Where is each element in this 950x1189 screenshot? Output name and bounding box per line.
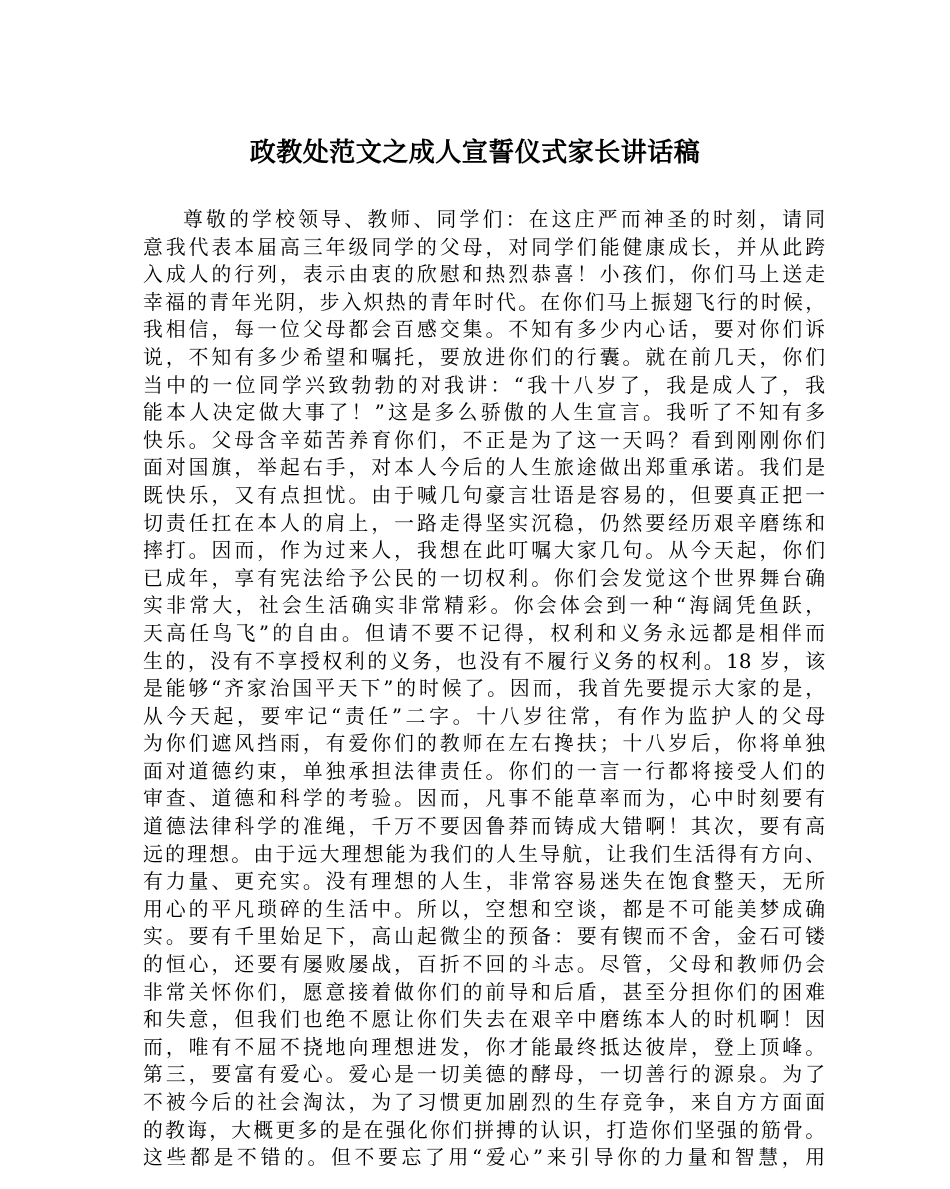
body-text-line: 面对国旗，举起右手，对本人今后的人生旅途做出郑重承诺。我们是 (143, 456, 825, 480)
body-text-line: 我相信，每一位父母都会百感交集。不知有多少内心话，要对你们诉 (143, 318, 825, 342)
body-text-line: 当中的一位同学兴致勃勃的对我讲：“我十八岁了，我是成人了，我 (143, 373, 825, 397)
document-title: 政教处范文之成人宣誓仪式家长讲话稿 (249, 138, 701, 168)
body-text-line: 实。要有千里始足下，高山起微尘的预备：要有锲而不舍，金石可镂 (143, 925, 825, 949)
body-text-line: 第三，要富有爱心。爱心是一切美德的酵母，一切善行的源泉。为了 (143, 1063, 825, 1087)
body-text-line: 切责任扛在本人的肩上，一路走得坚实沉稳，仍然要经历艰辛磨练和 (143, 511, 825, 535)
body-text-line: 的恒心，还要有屡败屡战，百折不回的斗志。尽管，父母和教师仍会 (143, 953, 825, 977)
body-text-line: 意我代表本届高三年级同学的父母，对同学们能健康成长，并从此跨 (143, 235, 825, 259)
body-text-line: 有力量、更充实。没有理想的人生，非常容易迷失在饱食整天，无所 (143, 870, 825, 894)
body-text-line: 非常关怀你们，愿意接着做你们的前导和后盾，甚至分担你们的困难 (143, 980, 825, 1004)
body-text-line: 是能够“齐家治国平天下”的时候了。因而，我首先要提示大家的是， (143, 677, 825, 701)
body-text-line: 天高任鸟飞”的自由。但请不要不记得，权利和义务永远都是相伴而 (143, 621, 825, 645)
body-text-line: 远的理想。由于远大理想能为我们的人生导航，让我们生活得有方向、 (143, 842, 825, 866)
body-text-line: 和失意，但我们也绝不愿让你们失去在艰辛中磨练本人的时机啊！因 (143, 1008, 825, 1032)
body-text-line: 入成人的行列，表示由衷的欣慰和热烈恭喜！小孩们，你们马上送走 (143, 263, 825, 287)
body-text-line: 道德法律科学的准绳，千万不要因鲁莽而铸成大错啊！其次，要有高 (143, 815, 825, 839)
body-text-line: 的教诲，大概更多的是在强化你们拼搏的认识，打造你们坚强的筋骨。 (143, 1118, 825, 1142)
body-text-line: 已成年，享有宪法给予公民的一切权利。你们会发觉这个世界舞台确 (143, 566, 825, 590)
body-text-line: 说，不知有多少希望和嘱托，要放进你们的行囊。就在前几天，你们 (143, 345, 825, 369)
body-text-line: 用心的平凡琐碎的生活中。所以，空想和空谈，都是不可能美梦成确 (143, 897, 825, 921)
body-text-line: 既快乐，又有点担忧。由于喊几句豪言壮语是容易的，但要真正把一 (143, 483, 825, 507)
document-body (143, 206, 825, 1172)
body-text-line: 不被今后的社会淘汰，为了习惯更加剧烈的生存竞争，来自方方面面 (143, 1091, 825, 1114)
body-text-line: 幸福的青年光阴，步入炽热的青年时代。在你们马上振翅飞行的时候， (143, 290, 825, 314)
body-text-line: 为你们遮风挡雨，有爱你们的教师在左右搀扶；十八岁后，你将单独 (143, 732, 825, 756)
body-text-line: 摔打。因而，作为过来人，我想在此叮嘱大家几句。从今天起，你们 (143, 539, 825, 563)
body-text-line: 生的，没有不享授权利的义务，也没有不履行义务的权利。18 岁，该 (143, 649, 825, 673)
body-text-line: 审查、道德和科学的考验。因而，凡事不能草率而为，心中时刻要有 (143, 787, 825, 811)
body-text-line: 实非常大，社会生活确实非常精彩。你会体会到一种“海阔凭鱼跃， (143, 594, 825, 618)
body-text-line: 能本人决定做大事了！”这是多么骄傲的人生宣言。我听了不知有多 (143, 401, 825, 425)
body-text-line: 这些都是不错的。但不要忘了用“爱心”来引导你的力量和智慧，用 (143, 1146, 825, 1170)
body-text-line: 面对道德约束，单独承担法律责任。你们的一言一行都将接受人们的 (143, 759, 825, 783)
body-text-line: 尊敬的学校领导、教师、同学们：在这庄严而神圣的时刻，请同 (183, 208, 825, 231)
body-text-line: 而，唯有不屈不挠地向理想进发，你才能最终抵达彼岸，登上顶峰。 (143, 1035, 825, 1059)
body-text-line: 快乐。父母含辛茹苦养育你们，不正是为了这一天吗？看到刚刚你们 (143, 428, 825, 452)
body-text-line: 从今天起，要牢记“责任”二字。十八岁往常，有作为监护人的父母 (143, 704, 825, 728)
